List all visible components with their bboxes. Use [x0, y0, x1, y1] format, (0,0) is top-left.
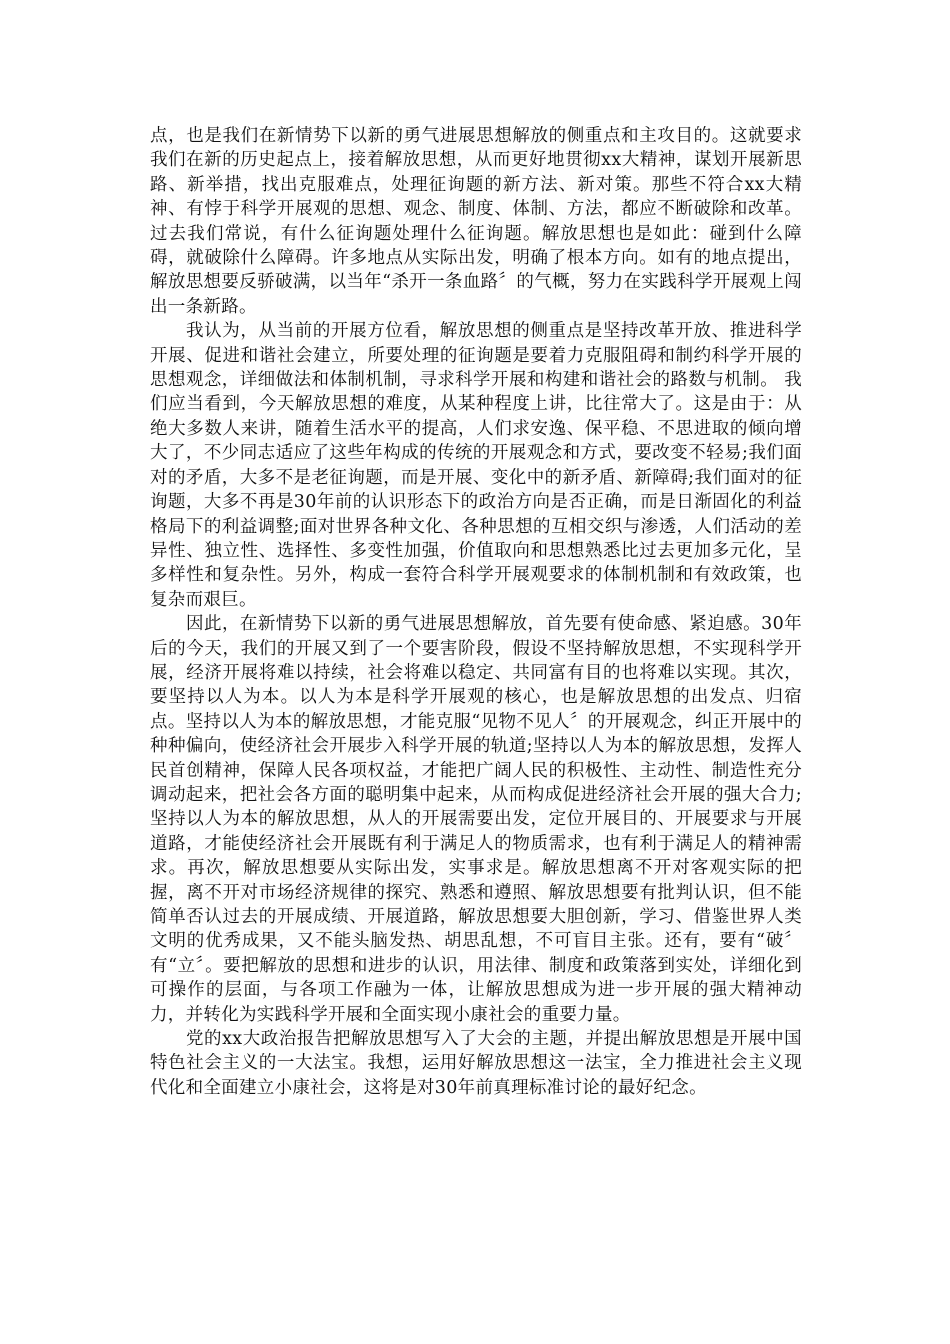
paragraph-1: 点，也是我们在新情势下以新的勇气进展思想解放的侧重点和主攻目的。这就要求我们在新的历史起点上，接着解放思想，从而更好地贯彻xx大精神，谋划开展新思路、新举措，找出克服难点，处理征询题的新方法、新对策。那些不符合xx大精神、有悖于科学开展观的思想、观念、制度、体制、方法，都应不断破除和改革。过去我们常说，有什么征询题处理什么征询题。解放思想也是如此：碰到什么障碍，就破除什么障碍。许多地点从实际出发，明确了根本方向。如有的地点提出，解放思想要反骄破满，以当年“杀开一条血路〞的气概，努力在实践科学开展观上闯出一条新路。: [150, 126, 802, 317]
document-page: [150, 124, 802, 1100]
paragraph-4: 党的xx大政治报告把解放思想写入了大会的主题，并提出解放思想是开展中国特色社会主义的一大法宝。我想，运用好解放思想这一法宝，全力推进社会主义现代化和全面建立小康社会，这将是对30年前真理标准讨论的最好纪念。: [150, 1029, 802, 1098]
paragraph-2: 我认为，从当前的开展方位看，解放思想的侧重点是坚持改革开放、推进科学开展、促进和谐社会建立，所要处理的征询题是要着力克服阻碍和制约科学开展的思想观念，详细做法和体制机制，寻求科学开展和构建和谐社会的路数与机制。 我们应当看到，今天解放思想的难度，从某种程度上讲，比往常大了。这是由于：从绝大多数人来讲，随着生活水平的提高，人们求安逸、保平稳、不思进取的倾向增大了，不少同志适应了这些年构成的传统的开展观念和方式，要改变不轻易;我们面对的矛盾，大多不是老征询题，而是开展、变化中的新矛盾、新障碍;我们面对的征询题，大多不再是30年前的认识形态下的政治方向是否正确，而是日渐固化的利益格局下的利益调整;面对世界各种文化、各种思想的互相交织与渗透，人们活动的差异性、独立性、选择性、多变性加强，价值取向和思想熟悉比过去更加多元化，呈多样性和复杂性。另外，构成一套符合科学开展观要求的体制机制和有效政策，也复杂而艰巨。: [150, 321, 802, 610]
paragraph-3: 因此，在新情势下以新的勇气进展思想解放，首先要有使命感、紧迫感。30年后的今天，我们的开展又到了一个要害阶段，假设不坚持解放思想，不实现科学开展，经济开展将难以持续，社会将难以稳定、共同富有目的也将难以实现。其次，要坚持以人为本。以人为本是科学开展观的核心，也是解放思想的出发点、归宿点。坚持以人为本的解放思想，才能克服“见物不见人〞的开展观念，纠正开展中的种种偏向，使经济社会开展步入科学开展的轨道;坚持以人为本的解放思想，发挥人民首创精神，保障人民各项权益，才能把广阔人民的积极性、主动性、制造性充分调动起来，把社会各方面的聪明集中起来，从而构成促进经济社会开展的强大合力;坚持以人为本的解放思想，从人的开展需要出发，定位开展目的、开展要求与开展道路，才能使经济社会开展既有利于满足人的物质需求，也有利于满足人的精神需求。再次，解放思想要从实际出发，实事求是。解放思想离不开对客观实际的把握，离不开对市场经济规律的探究、熟悉和遵照、解放思想要有批判认识，但不能简单否认过去的开展成绩、开展道路，解放思想要大胆创新，学习、借鉴世界人类文明的优秀成果，又不能头脑发热、胡思乱想，不可盲目主张。还有，要有“破〞有“立〞。要把解放的思想和进步的认识，用法律、制度和政策落到实处，详细化到可操作的层面，与各项工作融为一体，让解放思想成为进一步开展的强大精神动力，并转化为实践科学开展和全面实现小康社会的重要力量。: [150, 614, 802, 1025]
